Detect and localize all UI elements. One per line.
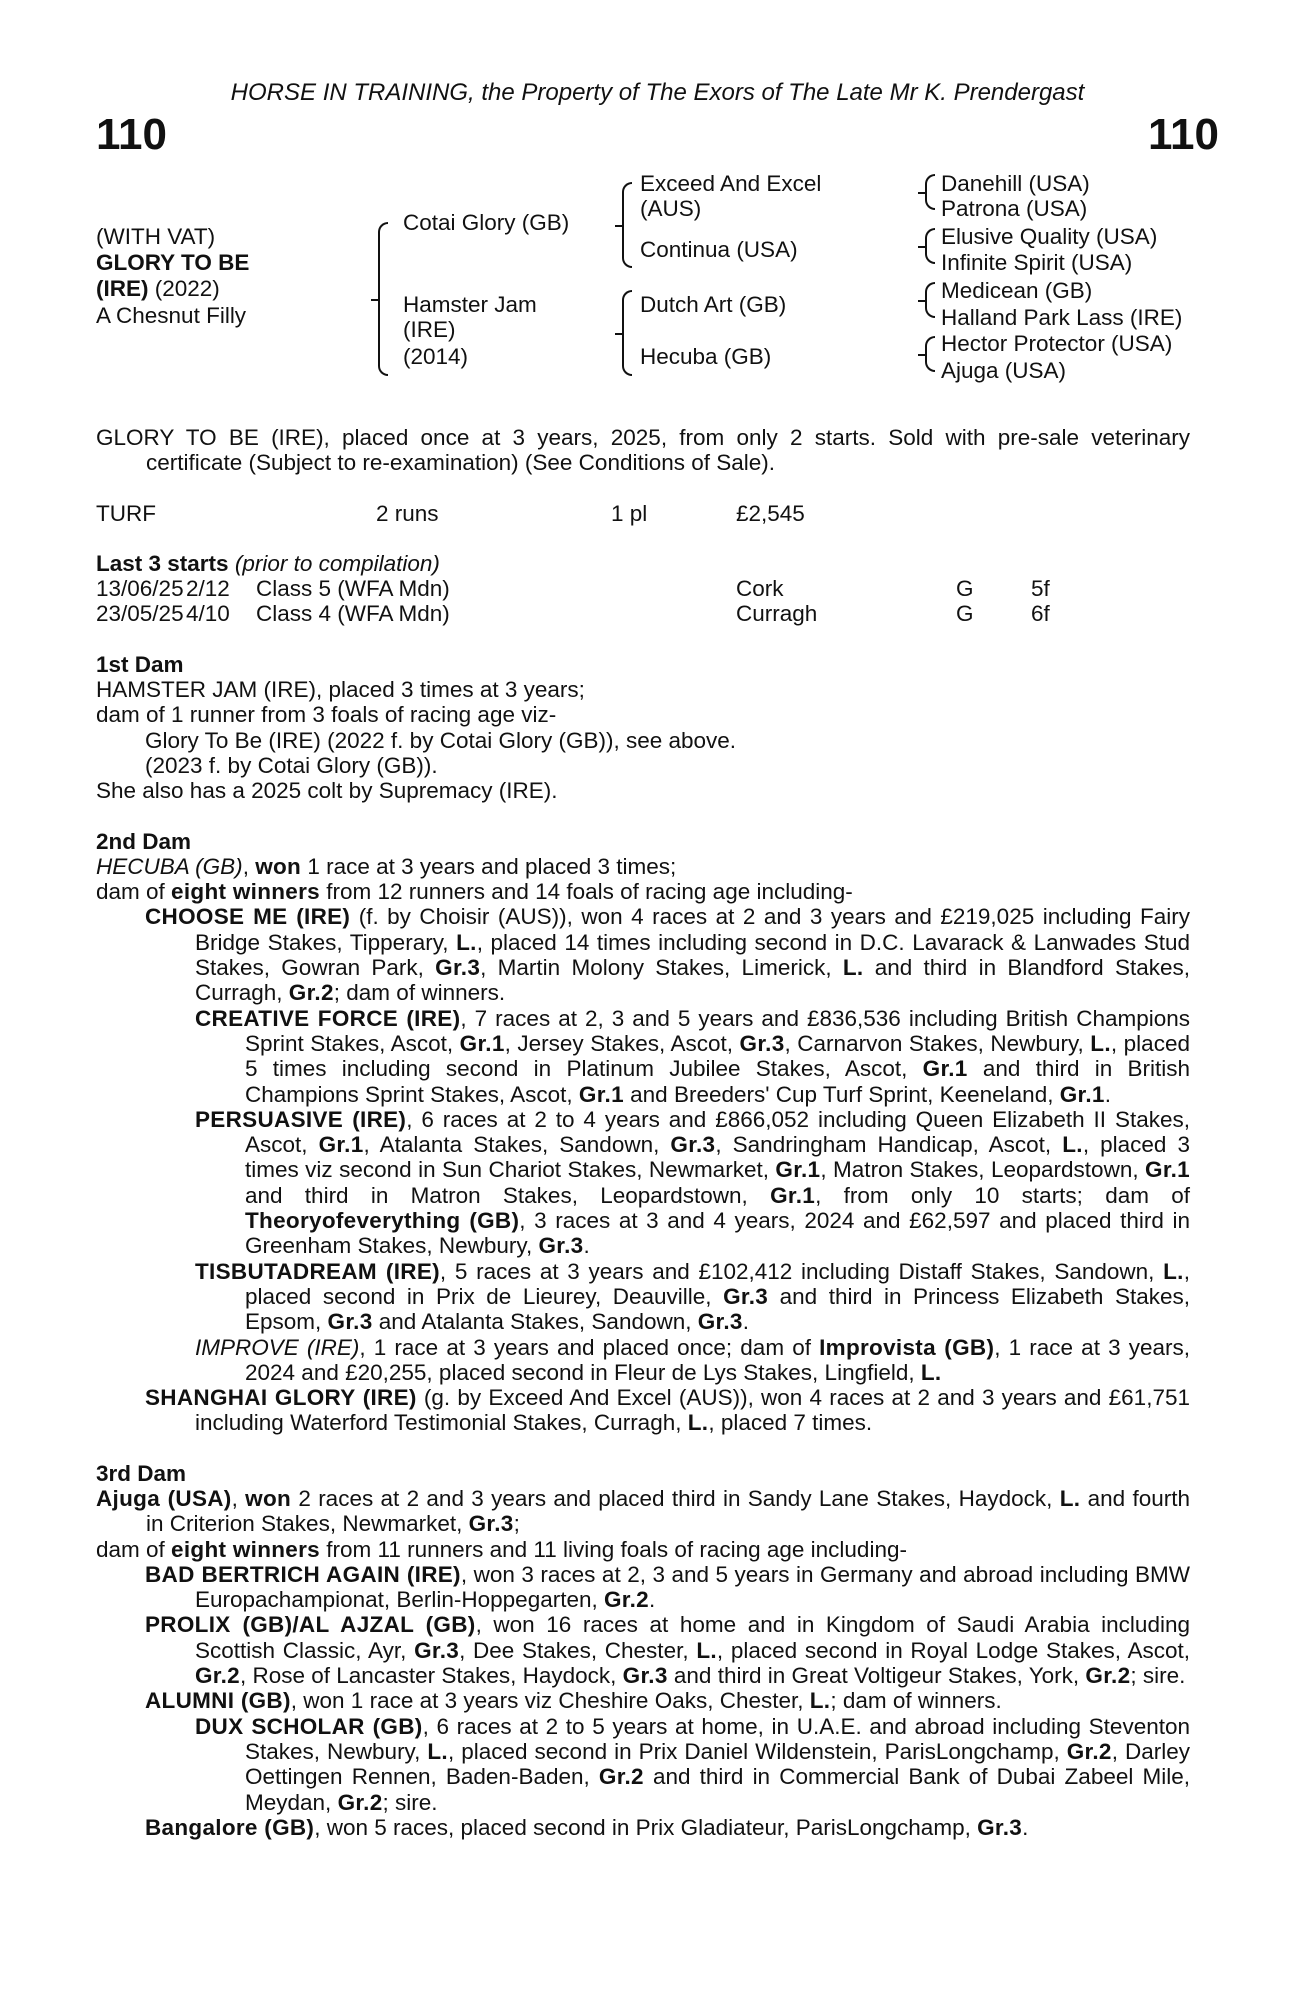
start-date: 13/06/25	[96, 576, 184, 602]
text-segment: TISBUTADREAM (IRE)	[195, 1258, 440, 1284]
text-segment: , 1 race at 3 years, 2024 and £20,255, placed second in Fleur de Lys Stakes, Lingfield,	[245, 1334, 1190, 1385]
text-segment: from 12 runners and 14 foals of racing age including-	[319, 879, 853, 905]
text-segment: L.	[1062, 1132, 1083, 1158]
granddam: Patrona (USA)	[941, 196, 1088, 221]
text-segment: , won 1 race at 3 years viz Cheshire Oaks, Chester,	[290, 1688, 810, 1714]
text-segment: HAMSTER JAM (IRE), placed 3 times at 3 years;	[96, 677, 585, 703]
text-segment: .	[583, 1233, 590, 1259]
text-segment: .	[1022, 1814, 1029, 1840]
pedigree-paragraph	[96, 1385, 1190, 1436]
text-segment: Gr.1	[459, 1030, 505, 1056]
horse-country: (IRE)	[96, 276, 149, 301]
text-segment: PERSUASIVE (IRE)	[195, 1106, 407, 1132]
text-segment: Gr.2	[604, 1587, 649, 1613]
last-starts-title: Last 3 starts	[96, 550, 229, 576]
text-segment: Gr.3	[977, 1814, 1023, 1840]
text-segment: , 5 races at 3 years and £102,412 including Distaff Stakes, Sandown,	[439, 1258, 1164, 1284]
text-segment: eight winners	[171, 879, 320, 905]
text-segment: BAD BERTRICH AGAIN (IRE)	[145, 1561, 461, 1587]
pedigree-paragraph	[96, 854, 1190, 879]
grandsire: Medicean (GB)	[941, 278, 1093, 303]
text-segment: ; sire.	[1130, 1663, 1186, 1689]
text-segment: Gr.3	[414, 1637, 460, 1663]
text-segment: ,	[242, 853, 256, 879]
text-segment: ,	[231, 1485, 246, 1511]
text-segment: won	[255, 853, 302, 879]
granddam: Infinite Spirit (USA)	[941, 250, 1133, 275]
text-segment: .	[742, 1309, 749, 1335]
record-surface: TURF	[96, 500, 156, 526]
intro-paragraph: GLORY TO BE (IRE), placed once at 3 years, 2025, from only 2 starts. Sold with pre-sale veterinary certificate (Subject to re-examination) (See Conditions of Sale).	[96, 425, 1190, 476]
text-segment: Gr.3	[435, 955, 481, 981]
text-segment: , placed 14 times including second in D.C. Lavarack & Lanwades Stud Stakes, Gowran Park,	[195, 929, 1191, 981]
pedigree-brace	[378, 222, 388, 376]
dam-dam: Hecuba (GB)	[640, 344, 772, 369]
pedigree-paragraph	[96, 1612, 1190, 1688]
section-heading: 3rd Dam	[96, 1460, 187, 1486]
text-segment: , Dee Stakes, Chester,	[459, 1637, 697, 1663]
text-segment: , 7 races at 2, 3 and 5 years and £836,536 including British Champions Sprint Stakes, Ascot,	[245, 1005, 1190, 1056]
text-segment: HECUBA (GB)	[96, 853, 243, 879]
section-heading: 1st Dam	[96, 651, 184, 677]
text-segment: , Rose of Lancaster Stakes, Haydock,	[239, 1663, 623, 1689]
start-going: G	[956, 576, 974, 602]
text-segment: dam of	[96, 879, 172, 905]
text-segment: , placed second in Prix Daniel Wildenstein, ParisLongchamp,	[448, 1738, 1067, 1764]
pedigree-paragraph	[96, 1006, 1190, 1107]
sire-sire-country: (AUS)	[640, 196, 702, 221]
vat-note: (WITH VAT)	[96, 224, 216, 249]
grandsire: Danehill (USA)	[941, 171, 1090, 196]
text-segment: CHOOSE ME (IRE)	[145, 904, 351, 930]
text-segment: Gr.3	[723, 1283, 769, 1309]
last-starts	[96, 551, 1190, 627]
text-segment: , Matron Stakes, Leopardstown,	[820, 1157, 1146, 1183]
text-segment: and third in Commercial Bank of Dubai Zabeel Mile, Meydan,	[245, 1764, 1190, 1815]
text-segment: ALUMNI (GB)	[145, 1688, 291, 1714]
text-segment: Gr.1	[922, 1056, 968, 1082]
race-record	[96, 501, 1190, 526]
text-segment: Gr.3	[468, 1511, 514, 1537]
sire-dam: Continua (USA)	[640, 237, 798, 262]
text-segment: Bangalore (GB)	[145, 1814, 315, 1840]
text-segment: Gr.2	[337, 1789, 383, 1815]
text-segment: , Martin Molony Stakes, Limerick,	[480, 955, 843, 981]
pedigree-brace	[622, 290, 632, 376]
text-segment: and third in Blandford Stakes, Curragh,	[195, 955, 1190, 1006]
record-runs: 2 runs	[376, 500, 439, 526]
text-segment: dam of	[96, 1536, 172, 1562]
sire: Cotai Glory (GB)	[403, 210, 570, 235]
text-segment: DUX SCHOLAR (GB)	[195, 1713, 423, 1739]
text-segment: .	[648, 1587, 656, 1613]
start-position: 2/12	[186, 576, 230, 602]
horse-year: (2022)	[154, 276, 220, 301]
text-segment: and third in British Champions Sprint Stakes, Ascot,	[245, 1056, 1190, 1107]
start-race: Class 5 (WFA Mdn)	[256, 576, 450, 602]
text-segment: and third in Princess Elizabeth Stakes, Epsom,	[245, 1283, 1190, 1335]
text-segment: ;	[513, 1511, 520, 1537]
text-segment: and Atalanta Stakes, Sandown,	[372, 1309, 698, 1335]
dam-year: (2014)	[403, 344, 469, 369]
pedigree-paragraph	[96, 904, 1190, 1005]
granddam: Halland Park Lass (IRE)	[941, 305, 1183, 330]
pedigree-paragraph	[96, 1537, 1190, 1562]
pedigree-paragraph	[96, 753, 1190, 778]
text-segment: SHANGHAI GLORY (IRE)	[145, 1385, 417, 1411]
pedigree-paragraph	[96, 1107, 1190, 1259]
pedigree-brace	[925, 228, 935, 264]
text-segment: Gr.2	[598, 1764, 644, 1790]
sire-sire: Exceed And Excel	[640, 171, 822, 196]
text-segment: Gr.3	[327, 1309, 373, 1335]
text-segment: Improvista (GB)	[819, 1334, 995, 1360]
text-segment: 2 races at 2 and 3 years and placed third in Sandy Lane Stakes, Haydock,	[291, 1485, 1060, 1511]
text-segment: eight winners	[171, 1536, 320, 1562]
last-starts-note: (prior to compilation)	[234, 550, 440, 576]
text-segment: PROLIX (GB)/AL AJZAL (GB)	[145, 1612, 476, 1638]
text-segment: L.	[842, 955, 864, 981]
text-segment: L.	[1059, 1485, 1081, 1511]
text-segment: L.	[696, 1637, 717, 1663]
text-segment: Gr.1	[318, 1132, 364, 1158]
dam-sire: Dutch Art (GB)	[640, 292, 787, 317]
dam: Hamster Jam	[403, 292, 537, 317]
record-earnings: £2,545	[736, 500, 805, 526]
text-segment: , 3 races at 3 and 4 years, 2024 and £62,597 and placed third in Greenham Stakes, Newbury,	[245, 1208, 1190, 1259]
record-placed: 1 pl	[611, 500, 648, 526]
text-segment: Gr.1	[770, 1182, 816, 1208]
text-segment: Gr.3	[622, 1663, 668, 1689]
start-going: G	[956, 601, 974, 627]
granddam: Ajuga (USA)	[941, 358, 1067, 383]
text-segment: ; sire.	[382, 1789, 438, 1815]
text-segment: Glory To Be (IRE) (2022 f. by Cotai Glory (GB)), see above.	[145, 727, 737, 753]
text-segment: from 11 runners and 11 living foals of racing age including-	[319, 1536, 907, 1562]
pedigree-paragraph	[96, 1335, 1190, 1386]
text-segment: L.	[809, 1688, 831, 1714]
text-segment: Gr.2	[1066, 1738, 1112, 1764]
text-segment: , Atalanta Stakes, Sandown,	[363, 1132, 671, 1158]
text-segment: Gr.1	[1059, 1081, 1105, 1107]
text-segment: , Darley Oettingen Rennen, Baden-Baden,	[245, 1738, 1190, 1790]
text-segment: , placed 3 times viz second in Sun Chariot Stakes, Newmarket,	[245, 1132, 1190, 1183]
text-segment: Gr.3	[538, 1233, 584, 1259]
grandsire: Elusive Quality (USA)	[941, 224, 1158, 249]
text-segment: Gr.2	[1085, 1663, 1131, 1689]
catalogue-header: HORSE IN TRAINING, the Property of The Exors of The Late Mr K. Prendergast	[230, 79, 1085, 106]
text-segment: Ajuga (USA)	[96, 1485, 232, 1511]
pedigree-paragraph	[96, 1562, 1190, 1613]
pedigree-brace	[925, 282, 935, 318]
lot-number-left: 110	[96, 110, 167, 159]
pedigree-brace	[925, 336, 935, 372]
start-row	[96, 576, 1190, 601]
start-distance: 5f	[1031, 576, 1050, 602]
text-segment: won	[245, 1485, 292, 1511]
text-segment: (g. by Exceed And Excel (AUS)), won 4 races at 2 and 3 years and £61,751 including Waterford Testimonial Stakes, Curragh,	[195, 1385, 1190, 1436]
start-course: Cork	[736, 576, 784, 602]
text-segment: Gr.1	[578, 1081, 624, 1107]
pedigree-paragraph	[96, 879, 1190, 904]
text-segment: CREATIVE FORCE (IRE)	[195, 1005, 461, 1031]
text-segment: L.	[1090, 1030, 1111, 1056]
text-segment: , placed second in Prix de Lieurey, Deauville,	[245, 1258, 1190, 1309]
text-segment: (2023 f. by Cotai Glory (GB)).	[145, 752, 438, 778]
pedigree-paragraph	[96, 677, 1190, 702]
text-segment: L.	[427, 1738, 448, 1764]
text-segment: Gr.3	[670, 1132, 716, 1158]
text-segment: , Carnarvon Stakes, Newbury,	[784, 1030, 1091, 1056]
start-row	[96, 601, 1190, 626]
start-position: 4/10	[186, 601, 230, 627]
text-segment: ; dam of winners.	[333, 980, 506, 1006]
text-segment: Gr.2	[195, 1663, 240, 1689]
text-segment: Gr.3	[697, 1309, 743, 1335]
start-date: 23/05/25	[96, 601, 184, 627]
pedigree-paragraph	[96, 1815, 1190, 1840]
text-segment: and third in Great Voltigeur Stakes, York,	[667, 1663, 1086, 1689]
text-segment: Theoryofeverything (GB)	[245, 1208, 520, 1234]
text-segment: , placed 5 times including second in Platinum Jubilee Stakes, Ascot,	[245, 1030, 1190, 1082]
text-segment: , from only 10 starts; dam of	[815, 1182, 1190, 1208]
text-segment: ; dam of winners.	[830, 1688, 1002, 1714]
start-course: Curragh	[736, 601, 818, 627]
text-segment: L.	[687, 1410, 709, 1436]
horse-name: GLORY TO BE	[96, 250, 250, 275]
start-race: Class 4 (WFA Mdn)	[256, 601, 450, 627]
text-segment: , 1 race at 3 years and placed once; dam of	[359, 1334, 820, 1360]
text-segment: and Breeders' Cup Turf Sprint, Keeneland,	[623, 1081, 1060, 1107]
lot-number-right: 110	[1148, 110, 1219, 159]
catalogue-body	[96, 425, 1190, 1840]
pedigree-paragraph	[96, 1259, 1190, 1335]
text-segment: Gr.2	[288, 980, 334, 1006]
pedigree-paragraph	[96, 1688, 1190, 1713]
text-segment: and third in Matron Stakes, Leopardstown,	[245, 1182, 771, 1208]
text-segment: , won 3 races at 2, 3 and 5 years in Germany and abroad including BMW Europachampionat, Berlin-Hoppegarten,	[195, 1561, 1190, 1613]
text-segment: .	[1104, 1081, 1111, 1107]
text-segment: , 6 races at 2 to 5 years at home, in U.A.E. and abroad including Steventon Stakes, Newbury,	[245, 1713, 1190, 1764]
dam-country: (IRE)	[403, 317, 456, 342]
text-segment: She also has a 2025 colt by Supremacy (IRE).	[96, 778, 558, 804]
text-segment: Gr.1	[1145, 1157, 1190, 1183]
pedigree-brace	[925, 174, 935, 210]
text-segment: 1 race at 3 years and placed 3 times;	[301, 853, 677, 879]
text-segment: (f. by Choisir (AUS)), won 4 races at 2 and 3 years and £219,025 including Fairy Bridge Stakes, Tipperary,	[195, 904, 1190, 955]
text-segment: , placed 7 times.	[708, 1410, 873, 1436]
text-segment: Gr.1	[775, 1157, 821, 1183]
text-segment: L.	[920, 1359, 942, 1385]
section-heading: 2nd Dam	[96, 828, 192, 854]
pedigree-paragraph	[96, 1714, 1190, 1815]
horse-description: A Chesnut Filly	[96, 303, 247, 328]
text-segment: , won 5 races, placed second in Prix Gladiateur, ParisLongchamp,	[314, 1814, 978, 1840]
text-segment: IMPROVE (IRE)	[195, 1334, 360, 1360]
pedigree-paragraph	[96, 728, 1190, 753]
text-segment: , 6 races at 2 to 4 years and £866,052 including Queen Elizabeth II Stakes, Ascot,	[245, 1106, 1190, 1158]
text-segment: Gr.3	[739, 1030, 785, 1056]
text-segment: L.	[456, 929, 477, 955]
pedigree-paragraph	[96, 1486, 1190, 1537]
text-segment: L.	[1163, 1258, 1184, 1284]
text-segment: , Sandringham Handicap, Ascot,	[715, 1132, 1063, 1158]
pedigree-brace	[622, 182, 632, 268]
pedigree-paragraph	[96, 778, 1190, 803]
text-segment: , Jersey Stakes, Ascot,	[504, 1030, 740, 1056]
text-segment: and fourth in Criterion Stakes, Newmarket,	[146, 1485, 1190, 1537]
text-segment: dam of 1 runner from 3 foals of racing age viz-	[96, 702, 557, 728]
grandsire: Hector Protector (USA)	[941, 331, 1173, 356]
text-segment: , won 16 races at home and in Kingdom of Saudi Arabia including Scottish Classic, Ayr,	[195, 1612, 1190, 1663]
text-segment: , placed second in Royal Lodge Stakes, Ascot,	[716, 1637, 1190, 1663]
start-distance: 6f	[1031, 601, 1050, 627]
pedigree-paragraph	[96, 702, 1190, 727]
